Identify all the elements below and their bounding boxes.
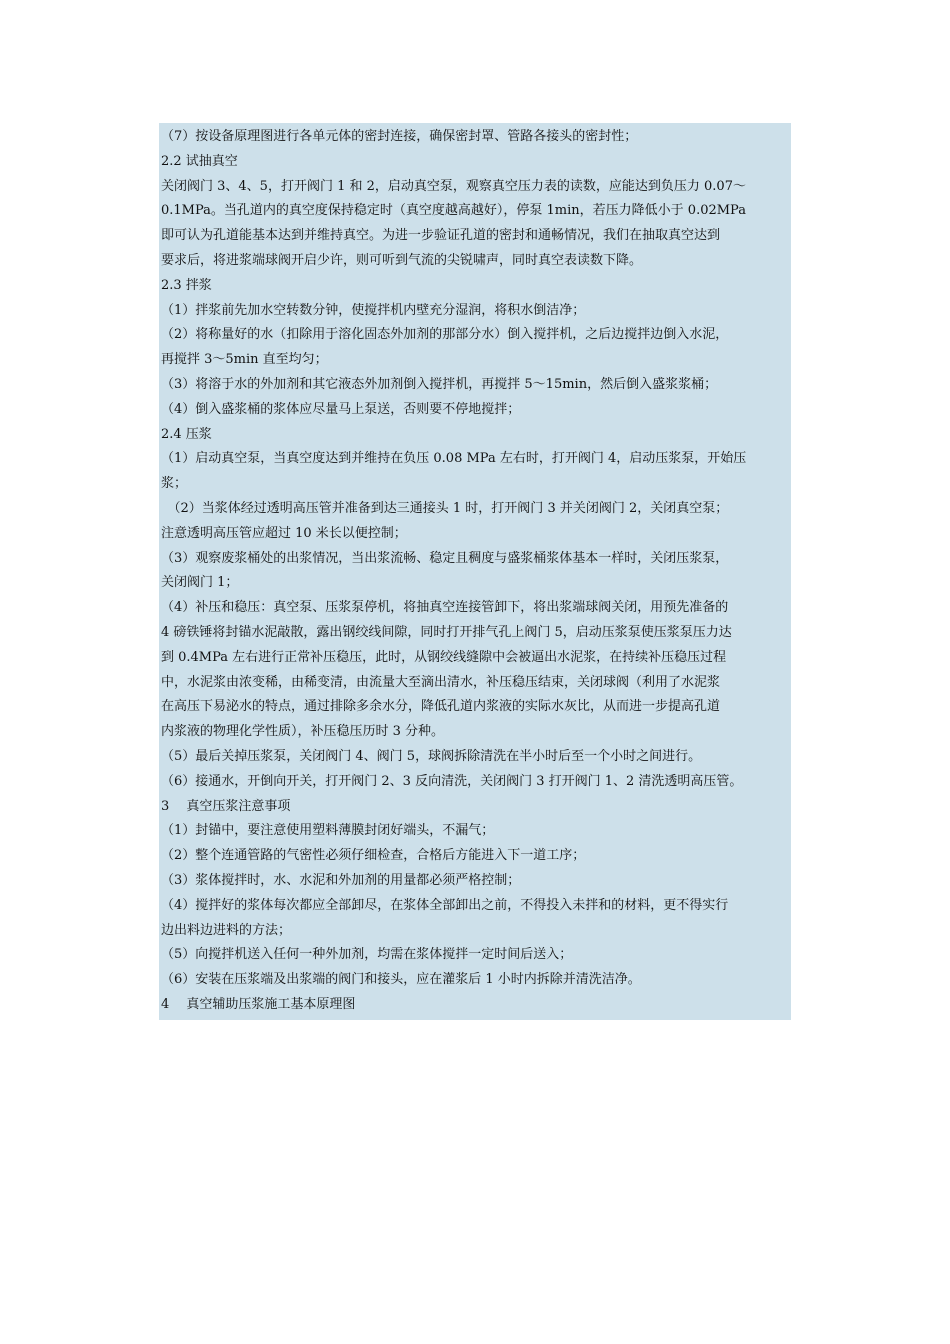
text-line: （6）接通水，开倒向开关，打开阀门 2、3 反向清洗，关闭阀门 3 打开阀门 1、2 清洗透明高压管。 [161,773,743,789]
text-line: 即可认为孔道能基本达到并维持真空。为进一步验证孔道的密封和通畅情况，我们在抽取真空达到 [161,228,721,244]
text-line: 要求后，将进浆端球阀开启少许，则可听到气流的尖锐啸声，同时真空表读数下降。 [161,252,643,268]
text-line: （2）将称量好的水（扣除用于溶化固态外加剂的那部分水）倒入搅拌机，之后边搅拌边倒入水泥， [161,327,729,343]
text-line: 内浆液的物理化学性质），补压稳压历时 3 分种。 [161,724,445,740]
text-line: （5）最后关掉压浆泵，关闭阀门 4、阀门 5，球阀拆除清洗在半小时后至一个小时之间进行。 [161,748,702,764]
text-line: 4 磅铁锤将封锚水泥敲散，露出钢绞线间隙，同时打开排气孔上阀门 5，启动压浆泵使压浆泵压力达 [161,624,732,640]
section-heading: 2.2 试抽真空 [161,153,238,169]
text-line: （4）搅拌好的浆体每次都应全部卸尽，在浆体全部卸出之前，不得投入未拌和的材料，更不得实行 [161,897,729,913]
text-line: 中，水泥浆由浓变稀，由稀变清，由流量大至滴出清水，补压稳压结束，关闭球阀（利用了水泥浆 [161,674,721,690]
text-line: （1）封锚中，要注意使用塑料薄膜封闭好端头，不漏气； [161,823,495,839]
text-line: （6）安装在压浆端及出浆端的阀门和接头，应在灌浆后 1 小时内拆除并清洗洁净。 [161,972,641,988]
text-line: 浆； [161,476,188,492]
text-line: （1）拌浆前先加水空转数分钟，使搅拌机内壁充分湿润，将积水倒洁净； [161,302,586,318]
section-heading: 3 真空压浆注意事项 [161,798,291,814]
text-line: （2）整个连通管路的气密性必须仔细检查，合格后方能进入下一道工序； [161,848,586,864]
text-line: 边出料边进料的方法； [161,922,292,938]
text-line: （7）按设备原理图进行各单元体的密封连接，确保密封罩、管路各接头的密封性； [161,129,638,144]
section-heading: 4 真空辅助压浆施工基本原理图 [161,996,356,1012]
text-line: （5）向搅拌机送入任何一种外加剂，均需在浆体搅拌一定时间后送入； [161,947,573,963]
section-heading: 2.4 压浆 [161,426,212,442]
text-line: 到 0.4MPa 左右进行正常补压稳压，此时，从钢绞线缝隙中会被逼出水泥浆，在持续补压稳压过程 [161,649,727,665]
text-line: 注意透明高压管应超过 10 米长以便控制； [161,525,407,541]
text-line: 再搅拌 3～5min 直至均匀； [161,352,328,368]
text-line: （2）当浆体经过透明高压管并准备到达三通接头 1 时，打开阀门 3 并关闭阀门 2，关闭真空泵； [161,500,729,516]
document-text-panel [159,123,791,1020]
text-line: 0.1MPa。当孔道内的真空度保持稳定时（真空度越高越好），停泵 1min，若压力降低小于 0.02MPa [161,203,746,219]
text-line: 关闭阀门 3、4、5，打开阀门 1 和 2，启动真空泵，观察真空压力表的读数，应能达到负压力 0.07～ [161,178,746,194]
text-line: （3）将溶于水的外加剂和其它液态外加剂倒入搅拌机，再搅拌 5～15min，然后倒入盛浆浆桶； [161,376,718,392]
section-heading: 2.3 拌浆 [161,277,212,293]
text-line: 在高压下易泌水的特点，通过排除多余水分，降低孔道内浆液的实际水灰比，从而进一步提高孔道 [161,699,721,715]
text-line: （4）倒入盛浆桶的浆体应尽量马上泵送，否则要不停地搅拌； [161,401,521,417]
text-line: （3）观察废浆桶处的出浆情况，当出浆流畅、稳定且稠度与盛浆桶浆体基本一样时，关闭压浆泵， [161,550,729,566]
text-line: （1）启动真空泵，当真空度达到并维持在负压 0.08 MPa 左右时，打开阀门 4，启动压浆泵，开始压 [161,451,747,467]
text-line: 关闭阀门 1； [161,575,239,591]
text-line: （4）补压和稳压：真空泵、压浆泵停机，将抽真空连接管卸下，将出浆端球阀关闭，用预先准备的 [161,600,729,616]
text-line: （3）浆体搅拌时，水、水泥和外加剂的用量都必须严格控制； [161,872,521,888]
